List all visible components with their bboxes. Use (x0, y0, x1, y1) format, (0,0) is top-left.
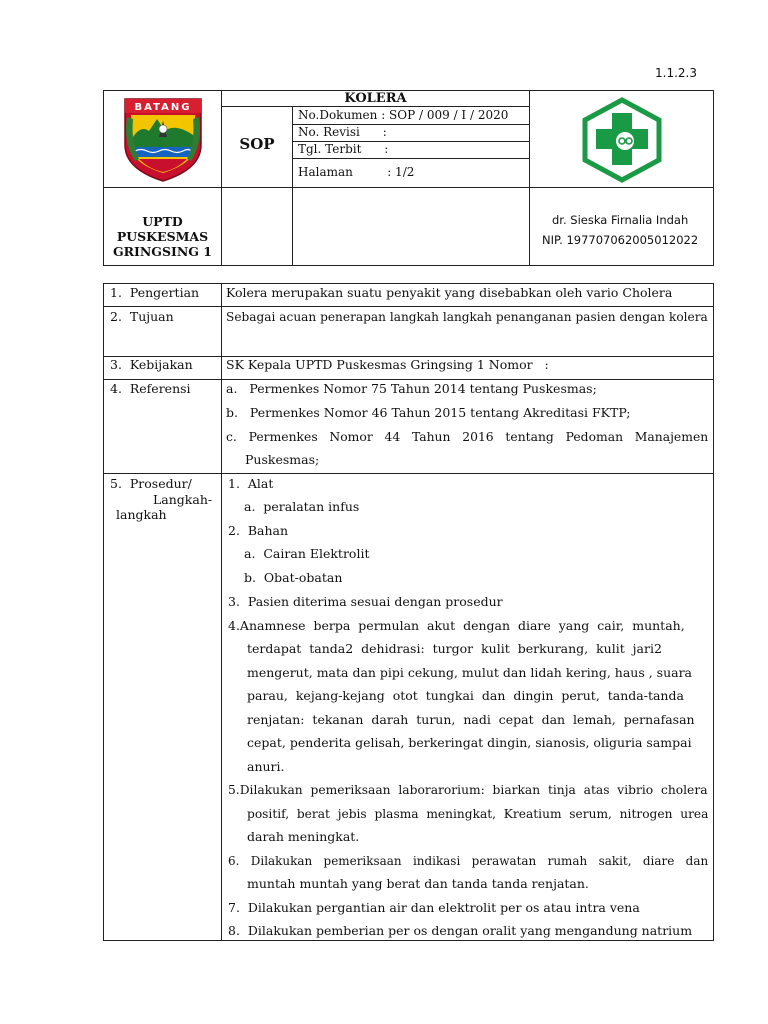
prosedur-line: anuri. (247, 759, 285, 774)
label-prosedur: 5. Prosedur/ (110, 476, 192, 491)
halaman: Halaman : 1/2 (298, 165, 415, 179)
prosedur-line: 6. Dilakukan pemeriksaan indikasi perawatan rumah sakit, diare dan (228, 853, 709, 868)
prosedur-line: 8. Dilakukan pemberian per os dengan oralit yang mengandung natrium (228, 923, 693, 938)
text-pengertian: Kolera merupakan suatu penyakit yang disebabkan oleh vario Cholera (226, 285, 673, 300)
prosedur-line: positif, berat jebis plasma meningkat, Kreatium serum, nitrogen urea (247, 806, 709, 821)
org-name-line2: PUSKESMAS (116, 229, 209, 244)
referensi-c-line1: c. Permenkes Nomor 44 Tahun 2016 tentang Pedoman Manajemen (226, 429, 709, 444)
label-pengertian: 1. Pengertian (110, 285, 200, 300)
referensi-b: b. Permenkes Nomor 46 Tahun 2015 tentang Akreditasi FKTP; (226, 405, 631, 420)
no-dokumen: No.Dokumen : SOP / 009 / I / 2020 (298, 108, 509, 122)
prosedur-line: 3. Pasien diterima sesuai dengan prosedur (228, 594, 503, 609)
sop-label: SOP (239, 135, 275, 153)
prosedur-line: cepat, penderita gelisah, berkeringat dingin, sianosis, oliguria sampai (247, 735, 692, 750)
prosedur-line: 5.Dilakukan pemeriksaan laborarorium: biarkan tinja atas vibrio cholera (228, 782, 708, 797)
org-name-line3: GRINGSING 1 (112, 244, 213, 259)
prosedur-line: parau, kejang-kejang otot tungkai dan dingin perut, tanda-tanda (247, 688, 684, 703)
label-langkah-2: langkah (116, 507, 167, 522)
label-kebijakan: 3. Kebijakan (110, 357, 193, 372)
prosedur-line: darah meningkat. (247, 829, 360, 844)
prosedur-line: 4.Anamnese berpa permulan akut dengan diare yang cair, muntah, (228, 618, 685, 633)
text-kebijakan: SK Kepala UPTD Puskesmas Gringsing 1 Nomor : (226, 357, 549, 372)
label-tujuan: 2. Tujuan (110, 309, 174, 324)
prosedur-line: mengerut, mata dan pipi cekung, mulut dan lidah kering, haus , suara (247, 665, 693, 680)
prosedur-line: renjatan: tekanan darah turun, nadi cepat dan lemah, pernafasan (247, 712, 695, 727)
prosedur-line: b. Obat-obatan (244, 570, 343, 585)
no-revisi: No. Revisi : (298, 125, 387, 139)
prosedur-line: a. Cairan Elektrolit (244, 546, 370, 561)
label-langkah: Langkah- (153, 492, 213, 507)
batang-logo (121, 97, 205, 183)
prosedur-line: 2. Bahan (228, 523, 289, 538)
org-name-line1: UPTD (142, 214, 183, 229)
referensi-c-line2: Puskesmas; (245, 452, 320, 467)
prosedur-line: muntah muntah yang berat dan tanda tanda renjatan. (247, 876, 589, 891)
prosedur-line: a. peralatan infus (244, 499, 360, 514)
signer-name: dr. Sieska Firnalia Indah (552, 213, 689, 227)
prosedur-line: 7. Dilakukan pergantian air dan elektrolit per os atau intra vena (228, 900, 640, 915)
document-title: KOLERA (344, 91, 407, 106)
referensi-a: a. Permenkes Nomor 75 Tahun 2014 tentang Puskesmas; (226, 381, 597, 396)
tgl-terbit: Tgl. Terbit : (298, 142, 389, 156)
text-tujuan: Sebagai acuan penerapan langkah langkah penanganan pasien dengan kolera (226, 309, 708, 324)
signer-nip: NIP. 197707062005012022 (542, 233, 699, 247)
svg-text:BATANG: BATANG (134, 102, 192, 113)
prosedur-line: terdapat tanda2 dehidrasi: turgor kulit berkurang, kulit jari2 (247, 641, 662, 656)
puskesmas-logo (580, 97, 664, 183)
label-referensi: 4. Referensi (110, 381, 191, 396)
document-number: 1.1.2.3 (655, 66, 697, 80)
prosedur-line: 1. Alat (228, 476, 274, 491)
